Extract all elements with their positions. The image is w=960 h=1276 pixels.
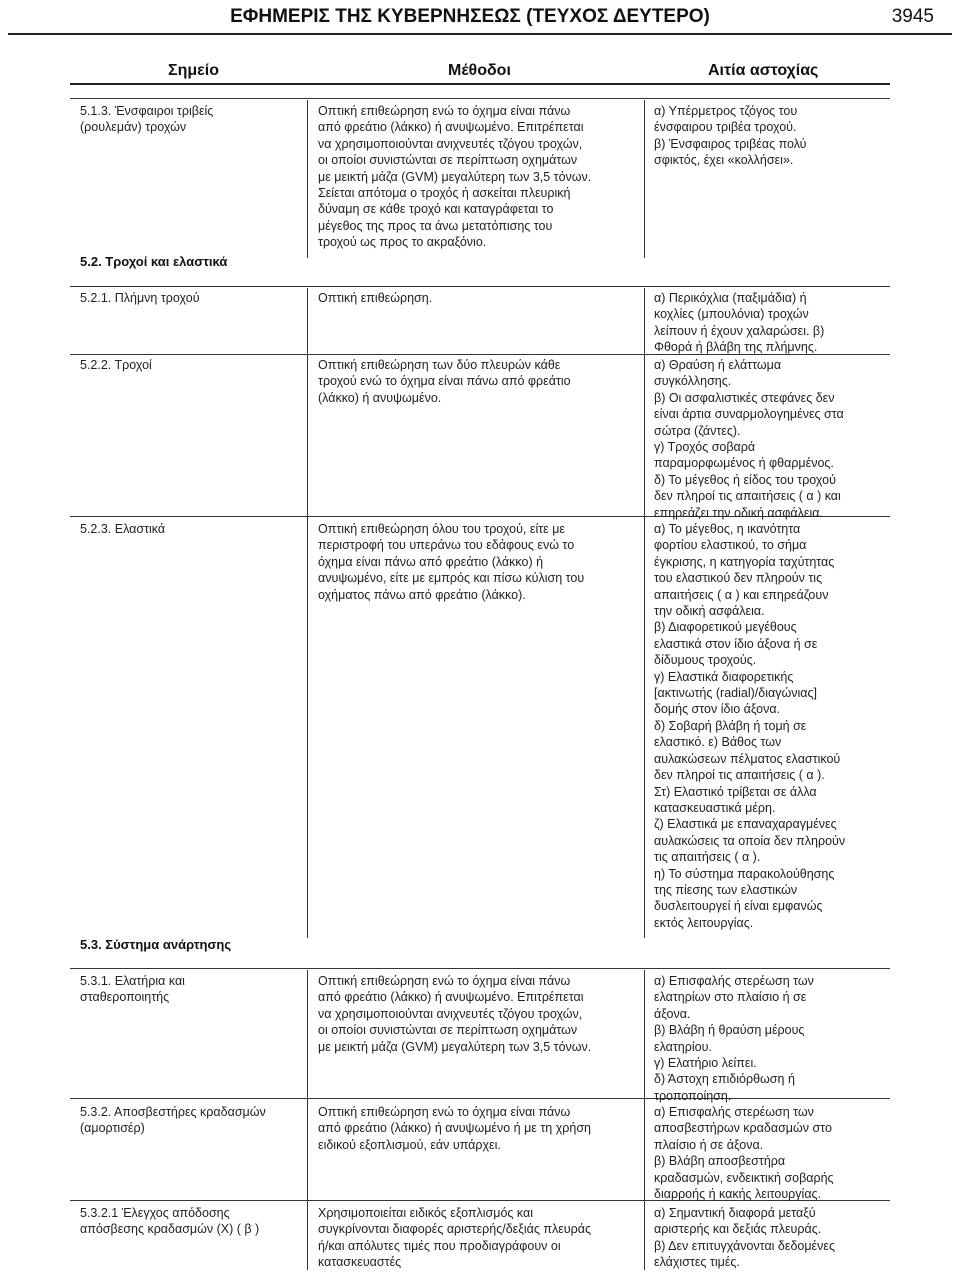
cell-failure: [654, 1104, 834, 1202]
text-line: Οπτική επιθεώρηση ενώ το όχημα είναι πάνω: [318, 104, 571, 118]
text-line: μέγεθος της προς τα άνω μετατόπισης του: [318, 218, 553, 233]
text-line: από φρεάτιο (λάκκο) ή ανυψωμένο ή με τη χρήση: [318, 1121, 591, 1136]
row-divider: [70, 968, 890, 969]
row-divider: [70, 98, 890, 99]
text-line: περιστροφή του υπεράνω του εδάφους ενώ το: [318, 538, 575, 553]
text-line: Οπτική επιθεώρηση ενώ το όχημα είναι πάνω: [318, 974, 571, 988]
text-line: Φθορά ή βλάβη της πλήμνης.: [654, 340, 818, 355]
text-line: ειδικού εξοπλισμού, εάν υπάρχει.: [318, 1137, 501, 1152]
text-line: κραδασμών, ενδεικτική σοβαρής: [654, 1170, 834, 1185]
cell-failure: [654, 973, 814, 1104]
text-line: 5.2.2. Τροχοί: [80, 358, 152, 372]
text-line: οι οποίοι συνιστώνται σε περίπτωση οχημάτων: [318, 1023, 578, 1038]
text-line: δεν πληροί τις απαιτήσεις ( α ) και: [654, 489, 841, 504]
text-line: λείπουν ή έχουν χαλαρώσει. β): [654, 323, 825, 338]
text-line: της πίεσης των ελαστικών: [654, 882, 798, 897]
cell-point: [80, 521, 165, 537]
text-line: α) Σημαντική διαφορά μεταξύ: [654, 1206, 816, 1220]
text-line: με μεικτή μάζα (GVM) μεγαλύτερη των 3,5 τόνων.: [318, 169, 592, 184]
cell-point: [80, 1205, 259, 1238]
text-line: η) Το σύστημα παρακολούθησης: [654, 866, 835, 881]
cell-failure: [654, 521, 845, 931]
text-line: α) Το μέγεθος, η ικανότητα: [654, 522, 801, 536]
gazette-title: ΕΦΗΜΕΡΙΣ ΤΗΣ ΚΥΒΕΡΝΗΣΕΩΣ (ΤΕΥΧΟΣ ΔΕΥΤΕΡΟ): [230, 6, 710, 27]
text-line: δεν πληροί τις απαιτήσεις ( α ).: [654, 768, 825, 783]
cell-point: [80, 973, 185, 1006]
text-line: τις απαιτήσεις ( α ).: [654, 850, 761, 865]
text-line: την οδική ασφάλεια.: [654, 604, 765, 619]
text-line: συγκρίνονται διαφορές αριστερής/δεξιάς πλευράς: [318, 1222, 591, 1237]
text-line: οι οποίοι συνιστώνται σε περίπτωση οχημάτων: [318, 153, 578, 168]
text-line: ελάχιστες τιμές.: [654, 1255, 740, 1270]
text-line: ζ) Ελαστικά με επαναχαραγμένες: [654, 817, 837, 832]
cell-method: [318, 1104, 591, 1153]
cell-method: [318, 1205, 591, 1271]
column-divider: [307, 970, 308, 1270]
text-line: δ) Άστοχη επιδιόρθωση ή: [654, 1072, 795, 1087]
text-line: ανυψωμένο, είτε με εμπρός και πίσω κύλιση του: [318, 571, 585, 586]
text-line: να χρησιμοποιούνται ανιχνευτές τζόγου τροχών,: [318, 136, 583, 151]
text-line: με μεικτή μάζα (GVM) μεγαλύτερη των 3,5 τόνων.: [318, 1039, 592, 1054]
text-line: β) Ένσφαιρος τριβέας πολύ: [654, 136, 807, 151]
text-line: άξονα.: [654, 1006, 691, 1021]
text-line: δ) Το μέγεθος ή είδος του τροχού: [654, 472, 836, 487]
text-line: παραμορφωμένος ή φθαρμένος.: [654, 456, 834, 471]
text-line: συγκόλλησης.: [654, 374, 732, 389]
header-rule: [8, 33, 952, 35]
cell-method: [318, 103, 591, 251]
text-line: 5.3.2.1 Έλεγχος απόδοσης: [80, 1206, 230, 1220]
text-line: β) Διαφορετικού μεγέθους: [654, 620, 797, 635]
text-line: γ) Ελατήριο λείπει.: [654, 1056, 757, 1071]
cell-method: [318, 973, 591, 1055]
page-number: 3945: [891, 6, 934, 27]
text-line: φορτίου ελαστικού, το σήμα: [654, 538, 807, 553]
text-line: τροχού ενώ το όχημα είναι πάνω από φρεάτιο: [318, 374, 571, 389]
text-line: όχημα είναι πάνω από φρεάτιο (λάκκο) ή: [318, 554, 544, 569]
text-line: τροποποίηση.: [654, 1088, 732, 1103]
text-line: β) Βλάβη ή θραύση μέρους: [654, 1023, 805, 1038]
cell-method: [318, 357, 571, 406]
cell-point: [80, 290, 200, 306]
text-line: σταθεροποιητής: [80, 990, 170, 1005]
column-divider: [644, 288, 645, 938]
text-line: β) Οι ασφαλιστικές στεφάνες δεν: [654, 390, 835, 405]
text-line: α) Επισφαλής στερέωση των: [654, 974, 814, 988]
text-line: οχήματος πάνω από φρεάτιο (λάκκο).: [318, 587, 526, 602]
text-line: β) Βλάβη αποσβεστήρα: [654, 1154, 786, 1169]
text-line: Οπτική επιθεώρηση ενώ το όχημα είναι πάνω: [318, 1105, 571, 1119]
text-line: σφικτός, έχει «κολλήσει».: [654, 153, 794, 168]
text-line: (ρουλεμάν) τροχών: [80, 120, 187, 135]
column-header-point: Σημείο: [168, 62, 219, 79]
cell-point: [80, 357, 152, 373]
text-line: σώτρα (ζάντες).: [654, 423, 741, 438]
text-line: 5.1.3. Ένσφαιροι τριβείς: [80, 104, 214, 118]
text-line: α) Θραύση ή ελάττωμα: [654, 358, 782, 372]
text-line: απόσβεσης κραδασμών (Χ) ( β ): [80, 1222, 260, 1237]
text-line: δίδυμους τροχούς.: [654, 653, 757, 668]
text-line: β) Δεν επιτυγχάνονται δεδομένες: [654, 1238, 835, 1253]
text-line: Στ) Ελαστικό τρίβεται σε άλλα: [654, 784, 817, 799]
text-line: Οπτική επιθεώρηση όλου του τροχού, είτε με: [318, 522, 565, 536]
cell-point: [80, 1104, 266, 1137]
text-line: Οπτική επιθεώρηση των δύο πλευρών κάθε: [318, 358, 561, 372]
text-line: τροχού ως προς το ακραξόνιο.: [318, 235, 487, 250]
column-divider: [644, 970, 645, 1270]
text-line: του ελαστικού δεν πληρούν τις: [654, 571, 823, 586]
text-line: α) Επισφαλής στερέωση των: [654, 1105, 814, 1119]
text-line: Οπτική επιθεώρηση.: [318, 291, 433, 305]
text-line: πλαίσιο ή σε άξονα.: [654, 1137, 764, 1152]
cell-method: [318, 521, 584, 603]
text-line: έγκρισης, η κατηγορία ταχύτητας: [654, 554, 835, 569]
column-divider: [307, 100, 308, 258]
text-line: γ) Ελαστικά διαφορετικής: [654, 669, 794, 684]
cell-failure: [654, 103, 807, 169]
text-line: είναι άρτια συναρμολογημένες στα: [654, 407, 844, 422]
text-line: [ακτινωτής (radial)/διαγώνιας]: [654, 686, 817, 701]
text-line: ελαστικά στον ίδιο άξονα ή σε: [654, 636, 818, 651]
text-line: α) Υπέρμετρος τζόγος του: [654, 104, 798, 118]
text-line: ελαστικό. ε) Βάθος των: [654, 735, 782, 750]
text-line: 5.2.3. Ελαστικά: [80, 522, 166, 536]
row-divider: [70, 286, 890, 287]
section-heading-suspension: 5.3. Σύστημα ανάρτησης: [80, 937, 232, 952]
text-line: διαρροής ή κακής λειτουργίας.: [654, 1187, 822, 1202]
text-line: επηρεάζει την οδική ασφάλεια.: [654, 505, 823, 520]
text-line: δύναμη σε κάθε τροχό και καταγράφεται το: [318, 202, 554, 217]
column-divider: [644, 100, 645, 258]
cell-failure: [654, 1205, 835, 1271]
text-line: να χρησιμοποιούνται ανιχνευτές τζόγου τροχών,: [318, 1006, 583, 1021]
text-line: 5.3.1. Ελατήρια και: [80, 974, 185, 988]
text-line: από φρεάτιο (λάκκο) ή ανυψωμένο. Επιτρέπεται: [318, 120, 584, 135]
section-heading-wheels: 5.2. Τροχοί και ελαστικά: [80, 254, 228, 269]
text-line: δ) Σοβαρή βλάβη ή τομή σε: [654, 718, 807, 733]
text-line: δομής στον ίδιο άξονα.: [654, 702, 781, 717]
text-line: εκτός λειτουργίας.: [654, 915, 754, 930]
column-header-failure: Αιτία αστοχίας: [708, 62, 819, 79]
text-line: Χρησιμοποιείται ειδικός εξοπλισμός και: [318, 1206, 533, 1220]
cell-method: [318, 290, 432, 306]
text-line: (αμορτισέρ): [80, 1121, 145, 1136]
cell-point: [80, 103, 213, 136]
text-line: Σείεται απότομα ο τροχός ή ασκείται πλευρική: [318, 186, 571, 201]
text-line: 5.2.1. Πλήμνη τροχού: [80, 291, 200, 305]
text-line: κατασκευαστές: [318, 1255, 402, 1270]
text-line: 5.3.2. Αποσβεστήρες κραδασμών: [80, 1105, 266, 1119]
text-line: ένσφαιρου τριβέα τροχού.: [654, 120, 797, 135]
text-line: δυσλειτουργεί ή είναι εμφανώς: [654, 899, 823, 914]
text-line: ελατηρίων στο πλαίσιο ή σε: [654, 990, 807, 1005]
text-line: αποσβεστήρων κραδασμών στο: [654, 1121, 832, 1136]
text-line: αυλακώσεων πέλματος ελαστικού: [654, 751, 841, 766]
text-line: γ) Τροχός σοβαρά: [654, 440, 756, 455]
text-line: κοχλίες (μπουλόνια) τροχών: [654, 307, 809, 322]
text-line: αριστερής και δεξιάς πλευράς.: [654, 1222, 822, 1237]
text-line: ελατηρίου.: [654, 1039, 712, 1054]
text-line: από φρεάτιο (λάκκο) ή ανυψωμένο. Επιτρέπεται: [318, 990, 584, 1005]
text-line: κατασκευαστικά μέρη.: [654, 800, 776, 815]
cell-failure: [654, 357, 844, 521]
column-header-rule: [70, 83, 890, 85]
text-line: αυλακώσεις τα οποία δεν πληρούν: [654, 833, 846, 848]
text-line: ή/και απόλυτες τιμές που προδιαγράφουν οι: [318, 1238, 561, 1253]
text-line: α) Περικόχλια (παξιμάδια) ή: [654, 291, 807, 305]
cell-failure: [654, 290, 824, 356]
column-divider: [307, 288, 308, 938]
column-header-method: Μέθοδοι: [448, 62, 511, 79]
text-line: (λάκκο) ή ανυψωμένο.: [318, 390, 442, 405]
text-line: απαιτήσεις ( α ) και επηρεάζουν: [654, 587, 829, 602]
